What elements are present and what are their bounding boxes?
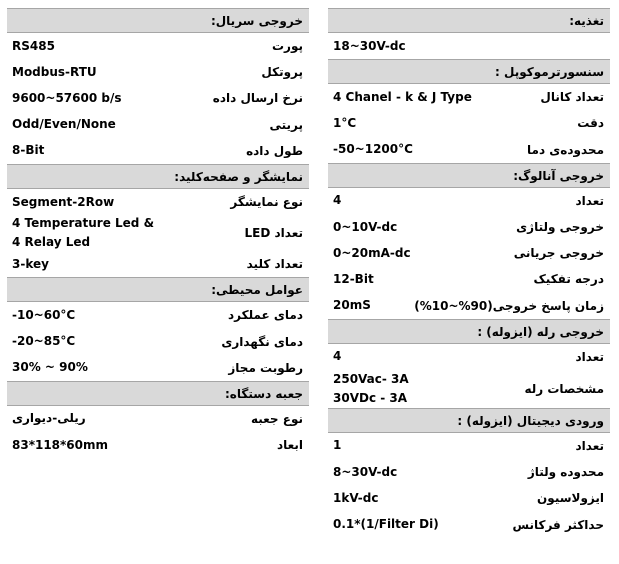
section-header-power-supply: تغذیه: (328, 8, 610, 33)
left-spec-column (7, 8, 309, 458)
spec-label: ابعاد (276, 438, 303, 453)
spec-row-accuracy (328, 110, 610, 136)
section-header-enclosure: جعبه دستگاه: (7, 381, 309, 406)
spec-label: محدوده‌ی دما (527, 142, 604, 157)
spec-value: 1°C (333, 115, 357, 130)
spec-row-display-type (7, 189, 309, 215)
spec-row-relay-specs (328, 370, 610, 408)
spec-row-data-length (7, 138, 309, 164)
spec-row-supply-voltage (328, 33, 610, 59)
spec-row-humidity (7, 355, 309, 381)
right-spec-column (328, 8, 610, 538)
spec-label: زمان پاسخ خروجی(90%~10%) (414, 298, 604, 313)
spec-row-enclosure-type (7, 406, 309, 432)
spec-value: 83*118*60mm (12, 437, 109, 452)
spec-label: تعداد (575, 349, 604, 364)
spec-row-key-count (7, 251, 309, 277)
spec-value: Odd/Even/None (12, 117, 116, 132)
spec-value: -20~85°C (12, 334, 76, 349)
spec-value: 1kV-dc (333, 490, 379, 505)
spec-label: مشخصات رله (524, 381, 604, 396)
spec-label: نوع جعبه (250, 411, 303, 426)
spec-value: -10~60°C (12, 307, 76, 322)
section-header-digital-input: ورودی دیجیتال (ایزوله) : (328, 408, 610, 433)
spec-value: 4 Temperature Led & 4 Relay Led (12, 216, 155, 250)
spec-label: حداکثر فرکانس (512, 517, 604, 532)
spec-value: -50~1200°C (333, 142, 413, 157)
spec-label: پورت (272, 39, 303, 54)
spec-label: تعداد LED (244, 226, 303, 241)
spec-value: 30% ~ 90% (12, 360, 88, 375)
spec-value: 20mS (333, 298, 371, 313)
spec-label: پریتی (269, 117, 303, 132)
spec-value: 0~20mA-dc (333, 245, 411, 260)
spec-value: 4 (333, 349, 342, 364)
spec-row-response-time (328, 293, 610, 319)
section-header-thermocouple: سنسورترموکوپل : (328, 59, 610, 84)
spec-label: محدوده ولتاژ (527, 465, 604, 480)
spec-row-digital-count (328, 433, 610, 459)
spec-row-isolation (328, 485, 610, 511)
spec-label: نرخ ارسال داده (212, 91, 303, 106)
spec-value: RS485 (12, 38, 55, 53)
spec-value: 8~30V-dc (333, 464, 398, 479)
section-header-display-keypad: نمایشگر و صفحه‌کلید: (7, 164, 309, 189)
spec-value: Segment-2Row (12, 194, 115, 209)
spec-row-channel-count (328, 84, 610, 110)
spec-row-storage-temp (7, 329, 309, 355)
spec-value: ریلی-دیواری (12, 411, 86, 426)
spec-label: تعداد کلید (246, 257, 303, 272)
spec-label: تعداد (575, 438, 604, 453)
spec-value: 4 (333, 193, 342, 208)
spec-row-voltage-output (328, 214, 610, 240)
spec-label: رطوبت مجاز (228, 360, 303, 375)
spec-row-max-frequency (328, 511, 610, 537)
spec-value: 3-key (12, 256, 49, 271)
spec-label: دمای عملکرد (227, 308, 303, 323)
spec-row-parity (7, 112, 309, 138)
spec-value: 0~10V-dc (333, 219, 398, 234)
spec-row-led-count (7, 215, 309, 251)
spec-label: طول داده (246, 143, 303, 158)
spec-value: Modbus-RTU (12, 64, 97, 79)
spec-label: نوع نمایشگر (230, 195, 303, 210)
spec-row-resolution (328, 266, 610, 292)
spec-label: تعداد (575, 193, 604, 208)
spec-row-port (7, 33, 309, 59)
spec-value: 9600~57600 b/s (12, 90, 122, 105)
spec-row-analog-count (328, 188, 610, 214)
spec-row-baud-rate (7, 85, 309, 111)
section-header-analog-output: خروجی آنالوگ: (328, 163, 610, 188)
spec-value: 12-Bit (333, 271, 374, 286)
spec-row-protocol (7, 59, 309, 85)
spec-row-voltage-range (328, 459, 610, 485)
spec-label: خروجی ولتاژی (516, 220, 604, 235)
spec-row-current-output (328, 240, 610, 266)
spec-label: درجه تفکیک (533, 272, 604, 287)
spec-value: 1 (333, 438, 342, 453)
spec-row-operating-temp (7, 302, 309, 328)
section-header-serial-output: خروجی سریال: (7, 8, 309, 33)
spec-row-temp-range (328, 137, 610, 163)
spec-label: خروجی جریانی (513, 246, 604, 261)
spec-row-relay-count (328, 344, 610, 370)
spec-value: 18~30V-dc (333, 38, 406, 53)
section-header-relay-output: خروجی رله (ایزوله) : (328, 319, 610, 344)
spec-row-dimensions (7, 432, 309, 458)
spec-label: ایزولاسیون (537, 491, 604, 506)
spec-value: 0.1*(1/Filter Di) (333, 517, 439, 532)
spec-label: تعداد کانال (540, 90, 604, 105)
spec-label: پروتکل (261, 65, 303, 80)
spec-value: 8-Bit (12, 143, 45, 158)
spec-value: 250Vac- 3A 30VDc - 3A (333, 371, 409, 405)
section-header-environment: عوامل محیطی: (7, 277, 309, 302)
spec-label: دقت (577, 116, 604, 131)
spec-label: دمای نگهداری (221, 334, 303, 349)
spec-value: 4 Chanel - k & J Type (333, 89, 472, 104)
